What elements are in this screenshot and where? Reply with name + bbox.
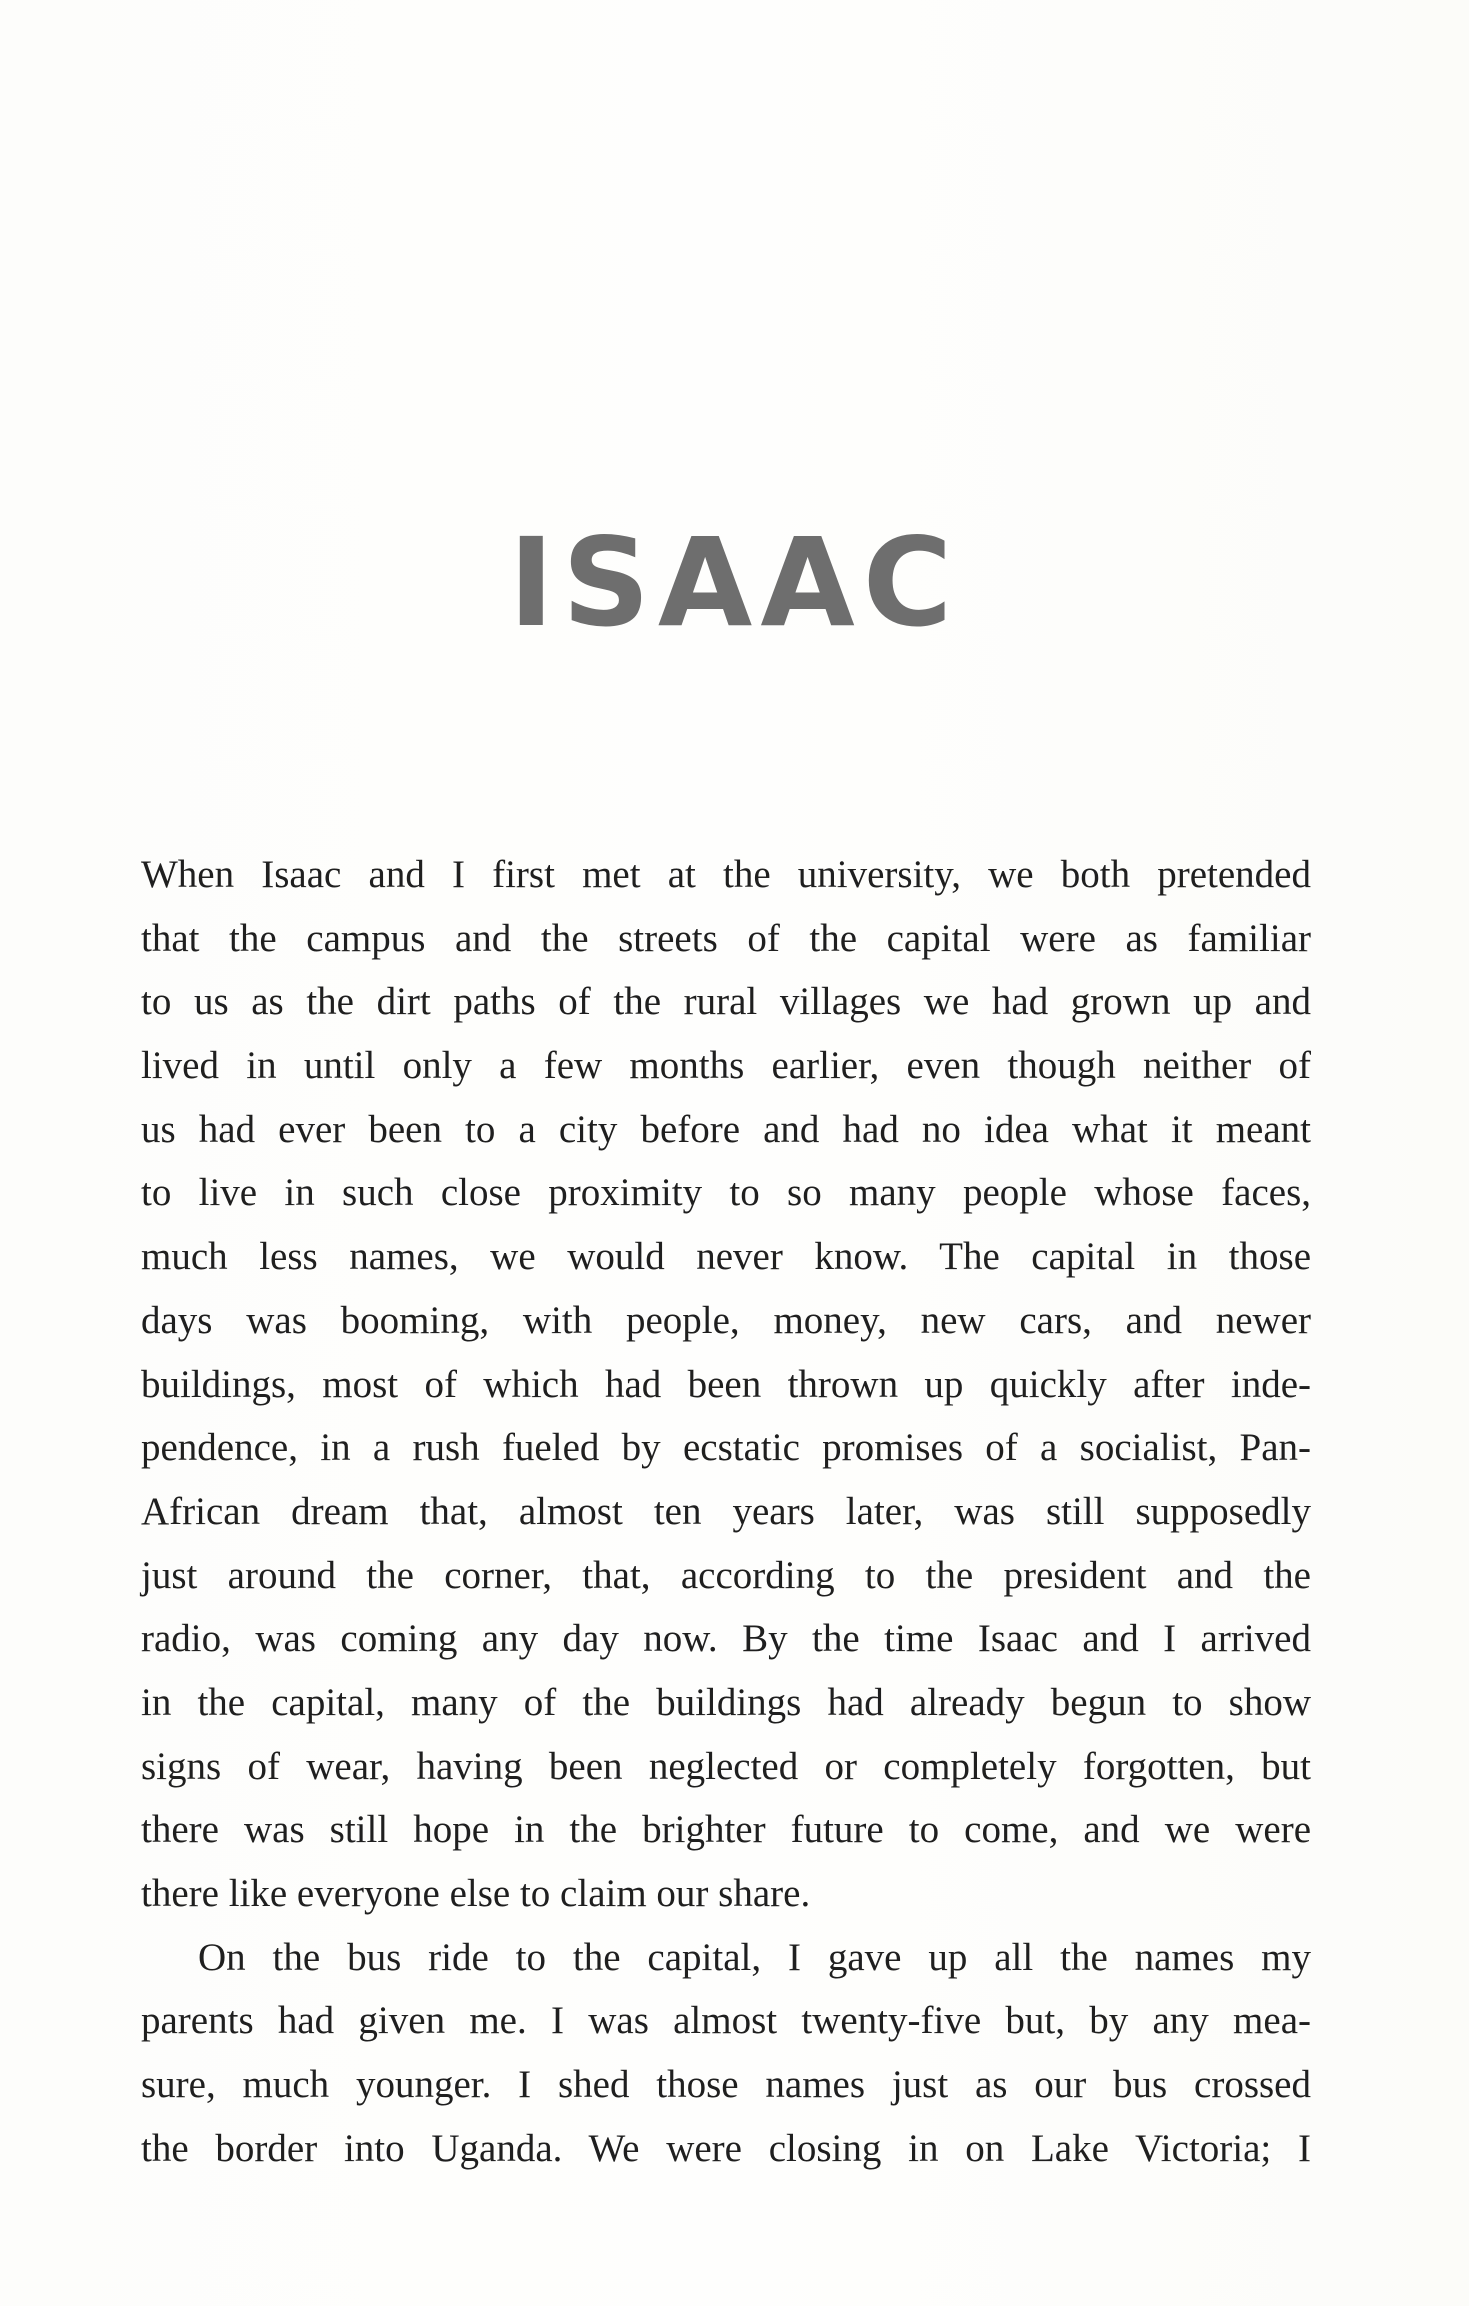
text-line: there like everyone else to claim our share. (141, 1872, 811, 1915)
text-line: African dream that, almost ten years later, was still supposedly (141, 1489, 1311, 1533)
paragraph-1 (141, 843, 1311, 1926)
text-line: signs of wear, having been neglected or completely forgotten, but (141, 1744, 1311, 1788)
text-line: us had ever been to a city before and had no idea what it meant (141, 1107, 1311, 1151)
text-line: lived in until only a few months earlier, even though neither of (141, 1044, 1311, 1088)
text-line: buildings, most of which had been thrown up quickly after inde- (141, 1362, 1311, 1406)
text-line: the border into Uganda. We were closing in on Lake Victoria; I (141, 2126, 1311, 2170)
text-line: to live in such close proximity to so many people whose faces, (141, 1171, 1311, 1215)
text-line: much less names, we would never know. The capital in those (141, 1235, 1311, 1279)
text-line: parents had given me. I was almost twenty-five but, by any mea- (141, 1999, 1311, 2043)
text-line: pendence, in a rush fueled by ecstatic promises of a socialist, Pan- (141, 1426, 1311, 1470)
text-line: there was still hope in the brighter future to come, and we were (141, 1808, 1311, 1852)
text-line: to us as the dirt paths of the rural villages we had grown up and (141, 980, 1311, 1024)
body-text (141, 843, 1311, 2180)
text-line: sure, much younger. I shed those names just as our bus crossed (141, 2063, 1311, 2107)
text-line: that the campus and the streets of the capital were as familiar (141, 916, 1311, 960)
text-line: On the bus ride to the capital, I gave up all the names my (198, 1935, 1311, 1979)
chapter-title: ISAAC (508, 511, 961, 654)
text-line: days was booming, with people, money, new cars, and newer (141, 1298, 1311, 1342)
text-line: radio, was coming any day now. By the time Isaac and I arrived (141, 1617, 1311, 1661)
text-line: just around the corner, that, according to the president and the (141, 1553, 1311, 1597)
paragraph-2 (141, 1926, 1311, 2181)
text-line: When Isaac and I first met at the university, we both pretended (141, 853, 1311, 896)
text-line: in the capital, many of the buildings had already begun to show (141, 1680, 1311, 1724)
